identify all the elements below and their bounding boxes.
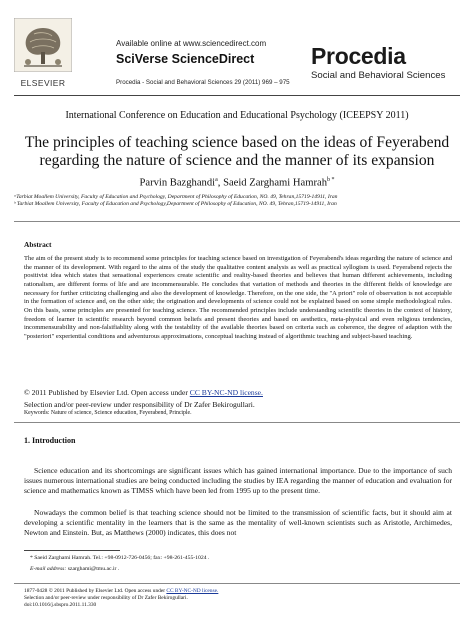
issn-line [24, 588, 218, 594]
conference-name: International Conference on Education and Educational Psychology (ICEEPSY 2011) [65, 110, 409, 121]
journal-logo-title: Procedia [311, 43, 406, 69]
bottom-divider [14, 583, 460, 584]
elsevier-tree-logo [14, 18, 72, 72]
keywords: Keywords: Nature of science, Science education, Feyerabend, Principle. [24, 410, 192, 416]
email-address[interactable]: szarghami@tmu.ac.ir . [67, 566, 120, 572]
copyright-line [24, 388, 263, 397]
author-1-affil-mark: a [215, 177, 218, 183]
author-2-affil-mark: b * [327, 177, 335, 183]
corresponding-author-note: * Saeid Zarghami Hamrah. Tel.: +98-0912-726-0456; fax: +98-261-455-1024 . [30, 555, 210, 561]
keywords-divider [14, 422, 460, 423]
author-separator: , [217, 177, 224, 189]
title-line-1: The principles of teaching science based on the ideas of Feyerabend [24, 134, 450, 151]
abstract-divider-top [14, 221, 460, 222]
author-list [0, 177, 474, 189]
available-online-text: Available online at www.sciencedirect.com [116, 39, 267, 48]
abstract-heading: Abstract [24, 240, 52, 249]
footnote-divider [24, 550, 120, 551]
affiliation-b: ᵇ Tarbiat Moallem University, Faculty of Education and Psychology,Department of Philosophy of Education, NO. 49, Tehran,15719-14911, Iran [14, 201, 337, 207]
header-divider [14, 95, 460, 96]
affiliation-a: ᵃTarbiat Moallem University, Faculty of Education and Psychology, Department of Philosophy of Education, NO. 49, Tehran,15719-14911, Iran [14, 194, 338, 200]
publisher-name: ELSEVIER [20, 78, 66, 88]
author-2: Saeid Zarghami Hamrah [223, 177, 328, 189]
bottom-peer-review-note: Selection and/or peer-review under responsibility of Dr Zafer Bekirogullari. [24, 595, 188, 601]
journal-logo-subtitle: Social and Behavioral Sciences [311, 70, 446, 81]
email-label: E-mail address: [30, 566, 67, 572]
journal-reference: Procedia - Social and Behavioral Sciences 29 (2011) 969 – 975 [116, 79, 290, 86]
title-line-2: regarding the nature of science and the manner of its expansion [39, 152, 435, 169]
section-heading-introduction: 1. Introduction [24, 436, 76, 445]
paper-title [20, 134, 454, 170]
page-header [0, 0, 474, 95]
bottom-license-link[interactable]: CC BY-NC-ND license. [166, 588, 219, 594]
intro-paragraph-2: Nowadays the common belief is that teaching science should not be limited to the transmission of scientific facts, but it should aim at developing a scientific mentality in the learners that is the same as the mentality of well-known scientists such as Aristotle, Archimedes, Newton and Einstein. But, as Matthews (2000) indicates, this does not [24, 508, 452, 538]
peer-review-note: Selection and/or peer-review under responsibility of Dr Zafer Bekirogullari. [24, 400, 255, 409]
platform-name: SciVerse ScienceDirect [116, 52, 255, 66]
doi: doi:10.1016/j.sbspro.2011.11.330 [24, 602, 97, 608]
author-1: Parvin Bazghandi [139, 177, 216, 189]
copyright-text: © 2011 Published by Elsevier Ltd. Open access under [24, 388, 190, 397]
email-note [30, 566, 119, 572]
license-link[interactable]: CC BY-NC-ND license. [189, 388, 263, 397]
intro-paragraph-1: Science education and its shortcomings are significant issues which has gained international importance. Due to the importance of such issues numerous international studies are being conducted including the studies by IEA regarding the manner of education and evaluation for science and mathematics known as TIMSS which have been led from 1995 up to the present time. [24, 466, 452, 496]
abstract-text: The aim of the present study is to recommend some principles for teaching science based on investigation of Feyerabend's ideas regarding the nature of science and the manner of its development. With regard to the aims of the study the qualitative content analysis as well as practical syllogism is used. Feyerabend rejects the positivist idea which states that sensational experiences create scientific and reality-based theories and believes that human different achievements, including rationalism, are different forms of life and are incommensurable. He concludes that variation of methods and theories in the different fields of knowledge are necessary for further criticizing challenging and also the development of knowledge. Therefore, on the one side, the "A priori" role of observation is not acceptable in the formation of science and, on the other side; the origination and developments of science could not be explained based on some simple methodological rules. On this basis, some principles are presented for teaching science. The recommended principles include understanding scientific theories in the context of history, freedom of learner in scientific research beyond common beliefs and present theories and based on aesthetics, meta-physical and even religious tendencies, incommensurability and non-falsifiablity along with the testability of the available theories based on criteria such as coherence, the degree of adaption with the "posteriori" experiential conditions and adventurous approximations, conceptual teaching instead of algorithmic teaching and subject-based teaching. [24, 255, 452, 340]
issn-text: 1877-0428 © 2011 Published by Elsevier Ltd. Open access under [24, 588, 167, 594]
